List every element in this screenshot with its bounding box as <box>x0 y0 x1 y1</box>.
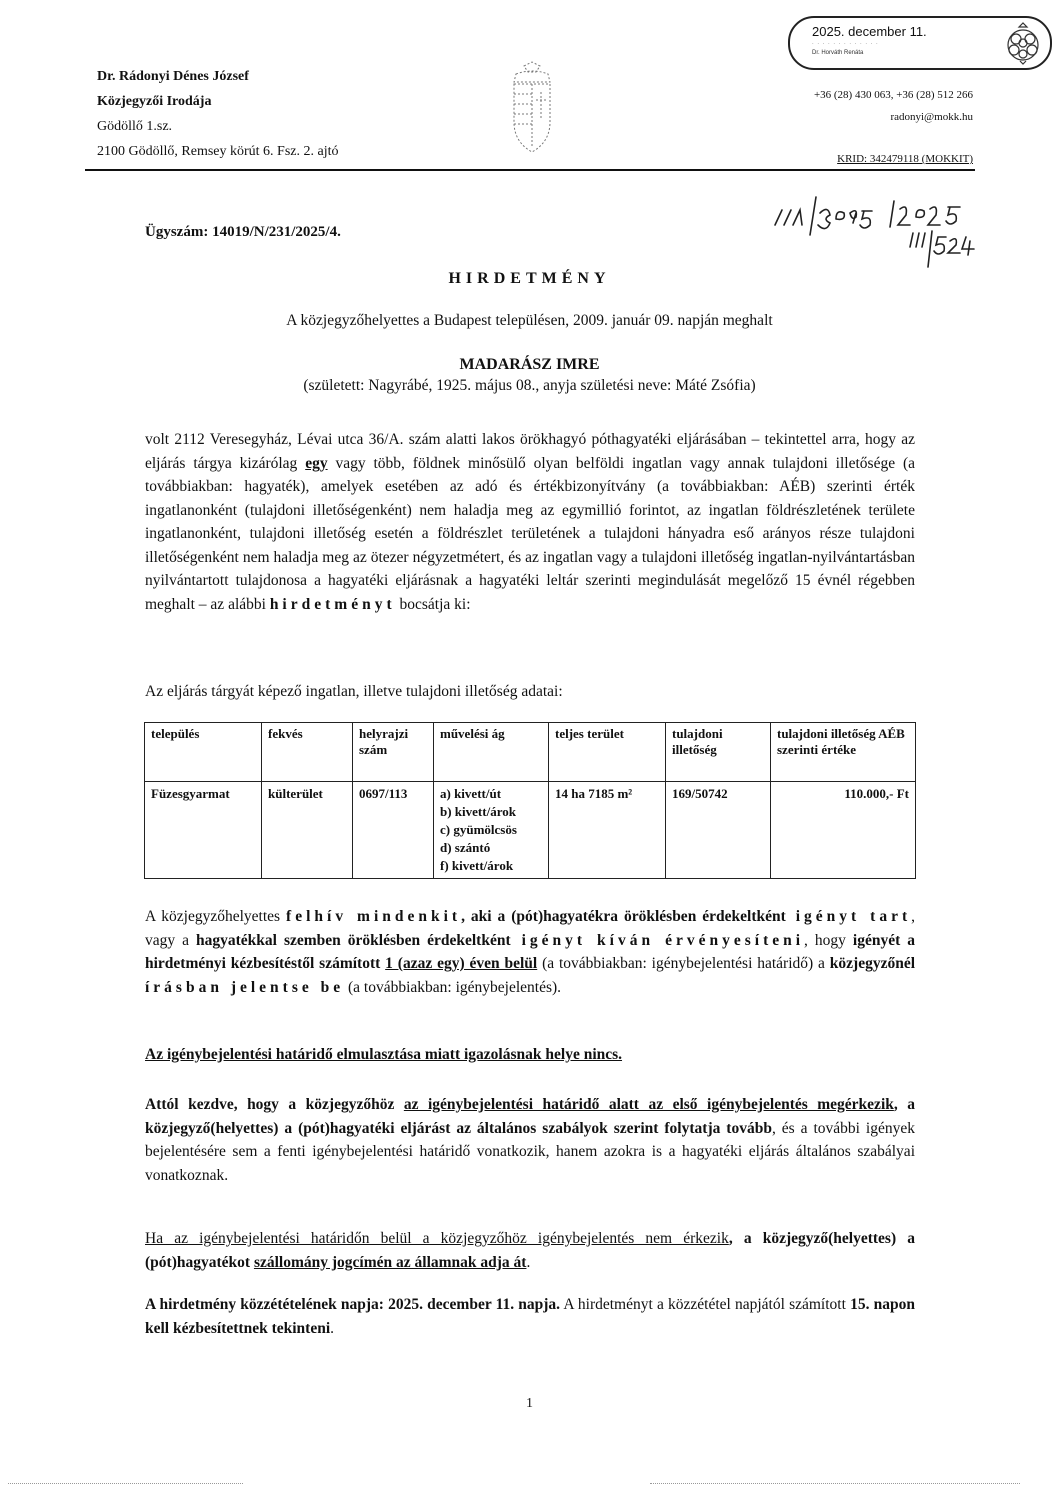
cell-fekves: külterület <box>262 782 353 879</box>
page-number: 1 <box>526 1396 533 1411</box>
paragraph-no-excuse: Az igénybejelentési határidő elmulasztása miatt igazolásnak helye nincs. <box>145 1046 623 1063</box>
deceased-name: MADARÁSZ IMRE <box>459 356 600 373</box>
office-seat: Gödöllő 1.sz. <box>97 119 173 134</box>
cell-teljes-terulet: 14 ha 7185 m² <box>549 782 666 879</box>
paragraph-publication-date: A hirdetmény közzétételének napja: 2025. december 11. napja. A hirdetményt a közzététel napjától számított 15. napon kell kézbesítettnek tekinteni. <box>145 1296 915 1337</box>
date-stamp <box>788 16 1052 70</box>
paragraph-first-claim: Attól kezdve, hogy a közjegyzőhöz az igénybejelentési határidő alatt az első igénybejelentés megérkezik, a közjegyző(helyettes) a (pót)hagyatéki eljárást az általános szabályok szerint folytatja tovább, és a további igények bejelentésére sem a fenti igénybejelentési határidő vonatkozik, hanem azokra is a hagyatéki eljárás általános szabályai vonatkoznak. <box>145 1096 915 1184</box>
cell-telepules: Füzesgyarmat <box>145 782 262 879</box>
letterhead-office <box>97 64 339 164</box>
col-teljes-terulet: teljes terület <box>549 723 666 782</box>
document-title: HIRDETMÉNY <box>448 270 611 287</box>
stamp-faint-text: . . . . . . . . . . . . . <box>812 40 879 46</box>
scan-artifact-left <box>8 1483 243 1485</box>
table-row <box>145 782 916 879</box>
letterhead-contact <box>814 84 973 128</box>
cell-illetoseg: 169/50742 <box>666 782 771 879</box>
col-fekves: fekvés <box>262 723 353 782</box>
cell-aeb-ertek: 110.000,- Ft <box>771 782 916 879</box>
paragraph-legal-basis: volt 2112 Veresegyház, Lévai utca 36/A. szám alatti lakos örökhagyó póthagyatéki eljárásában – tekintettel arra, hogy az eljárás tárgya kizárólag egy vagy több, földnek minősülő olyan belföldi ingatlan vagy annak tulajdoni illetősége (a továbbiakban: hagyaték), amelyek esetében az adó és értékbizonyítvány (a továbbiakban: AÉB) szerinti érték ingatlanonként (tulajdoni illetőségenként) nem haladja meg az egymillió forintot, az ingatlan földrészletének területe ingatlanonként, tulajdoni illetőség esetén a földrészlet területének a tulajdoni hányadra eső arányos része tulajdoni illetőségenként nem haladja meg az ötezer négyzetmétert, és az ingatlan vagy a tulajdoni illetőség ingatlan-nyilvántartásban nyilvántartott tulajdonosa a hagyatéki eljárásnak a hagyatéki leltár szerinti megindulását megelőző 15 évnél régebben meghalt – az alábbi hirdetményt bocsátja ki: <box>145 431 915 613</box>
stamp-date: 2025. december 11. <box>812 24 927 39</box>
paragraph-call-for-claims: A közjegyzőhelyettes felhív mindenkit, aki a (pót)hagyatékra öröklésben érdekeltként igényt tart, vagy a hagyatékkal szemben öröklésben érdekeltként igényt kíván érvényesíteni, hogy igényét a hirdetményi kézbesítéstől számított 1 (azaz egy) éven belül (a továbbiakban: igénybejelentési határidő) a közjegyzőnél írásban jelentse be (a továbbiakban: igénybejelentés). <box>145 908 916 996</box>
col-muvelesi-ag: művelési ág <box>434 723 549 782</box>
handwritten-registry-note <box>770 195 980 275</box>
table-header-row <box>145 723 916 782</box>
table-caption: Az eljárás tárgyát képező ingatlan, illetve tulajdoni illetőség adatai: <box>145 683 563 700</box>
office-address: 2100 Gödöllő, Remsey körút 6. Fsz. 2. ajtó <box>97 144 339 159</box>
email-address: radonyi@mokk.hu <box>890 111 973 123</box>
emphasis-hirdetmenyt: hirdetményt <box>269 595 396 613</box>
col-aeb-ertek: tulajdoni illetőség AÉB szerinti értéke <box>771 723 916 782</box>
emphasis-egy: egy <box>305 454 328 472</box>
intro-line: A közjegyzőhelyettes a Budapest településen, 2009. január 09. napján meghalt <box>286 312 773 329</box>
cell-muvelesi-ag: a) kivett/út b) kivett/árok c) gyümölcsös d) szántó f) kivett/árok <box>434 782 549 879</box>
notary-seal-icon <box>1002 21 1044 65</box>
office-subtitle: Közjegyzői Irodája <box>97 94 212 109</box>
scan-artifact-right <box>650 1483 1020 1485</box>
stamp-signer: Dr. Horváth Renáta <box>812 50 864 56</box>
deceased-birth-details: (született: Nagyrábé, 1925. május 08., anyja születési neve: Máté Zsófia) <box>303 377 756 394</box>
paragraph-no-claim: Ha az igénybejelentési határidőn belül a közjegyzőhöz igénybejelentés nem érkezik, a közjegyző(helyettes) a (pót)hagyatékot szállomány jogcímén az államnak adja át. <box>145 1230 915 1271</box>
col-telepules: település <box>145 723 262 782</box>
office-name: Dr. Rádonyi Dénes József <box>97 69 249 84</box>
coat-of-arms-icon <box>506 60 558 160</box>
case-number: Ügyszám: 14019/N/231/2025/4. <box>145 224 341 240</box>
property-table <box>144 722 916 879</box>
col-helyrajzi-szam: helyrajzi szám <box>353 723 434 782</box>
krid-id: KRID: 342479118 (MOKKIT) <box>837 153 973 165</box>
header-divider <box>85 169 975 171</box>
phone-numbers: +36 (28) 430 063, +36 (28) 512 266 <box>813 89 973 101</box>
col-tulajdoni-illetoseg: tulajdoni illetőség <box>666 723 771 782</box>
cell-hrsz: 0697/113 <box>353 782 434 879</box>
deadline-emphasis: 1 (azaz egy) éven belül <box>385 955 538 972</box>
